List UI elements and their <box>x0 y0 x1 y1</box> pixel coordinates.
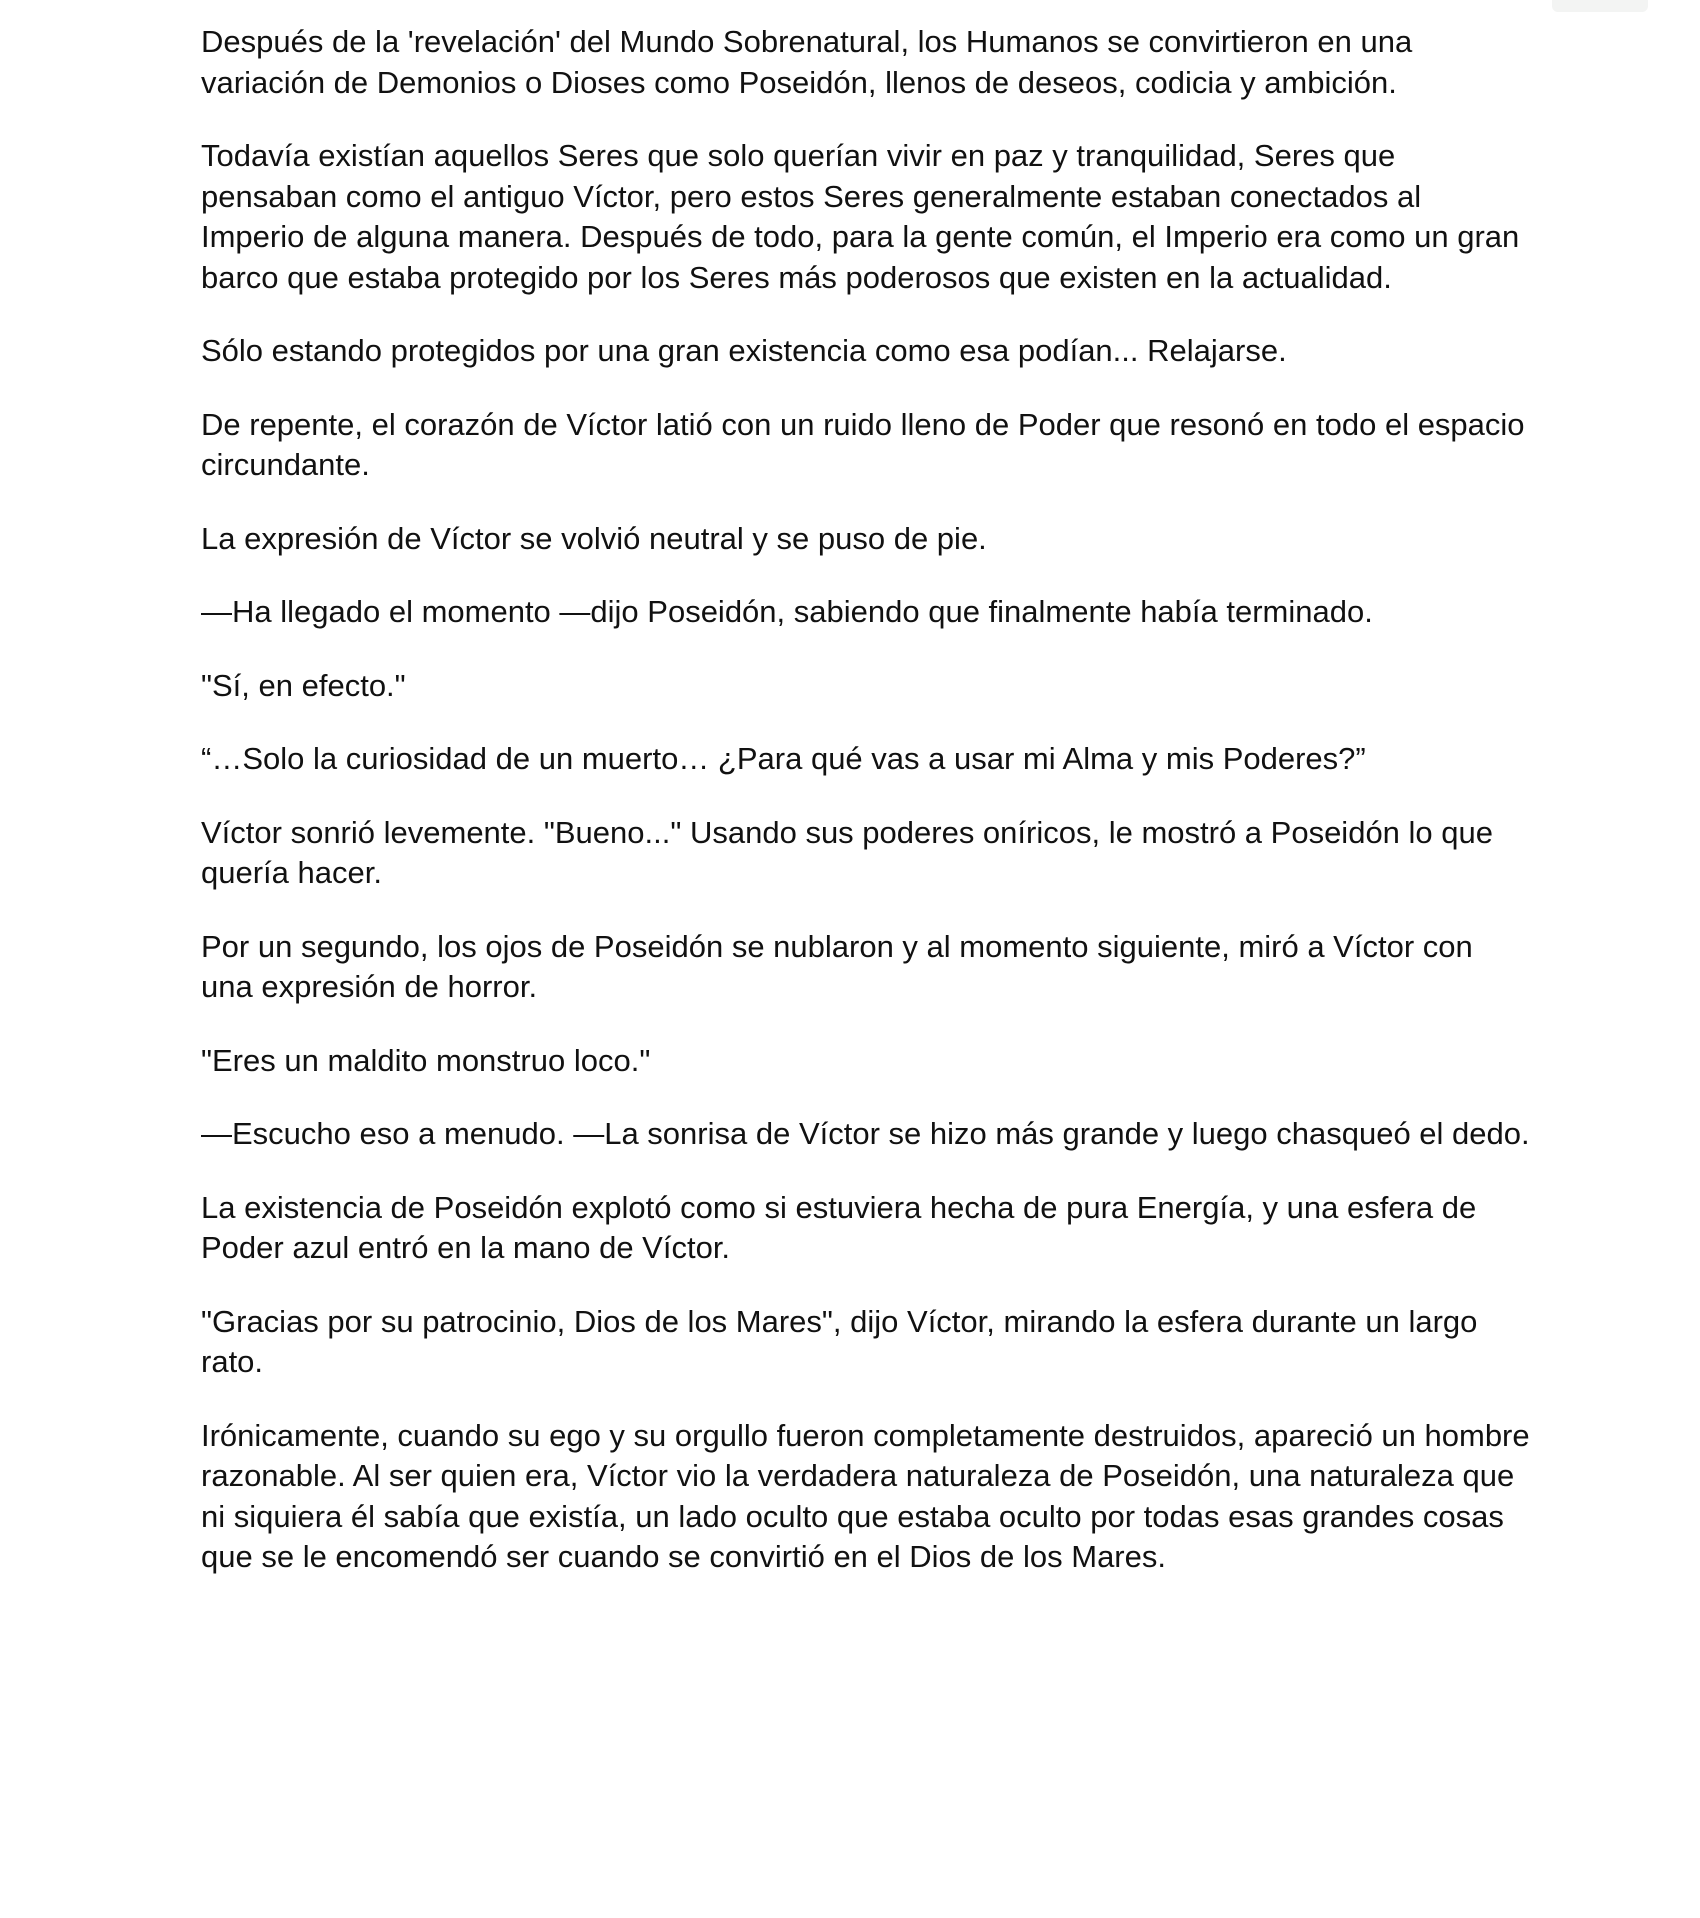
paragraph: Víctor sonrió levemente. "Bueno..." Usando sus poderes oníricos, le mostró a Poseidón lo que quería hacer. <box>201 814 1493 890</box>
paragraph: —Escucho eso a menudo. —La sonrisa de Víctor se hizo más grande y luego chasqueó el dedo. <box>201 1116 1530 1151</box>
paragraph: Sólo estando protegidos por una gran existencia como esa podían... Relajarse. <box>201 333 1287 368</box>
paragraph: "Gracias por su patrocinio, Dios de los Mares", dijo Víctor, mirando la esfera durante un largo rato. <box>201 1303 1478 1379</box>
paragraph: "Eres un maldito monstruo loco." <box>201 1042 651 1078</box>
paragraph: —Ha llegado el momento —dijo Poseidón, sabiendo que finalmente había terminado. <box>201 594 1373 629</box>
document-body <box>201 22 1531 1611</box>
paragraph: La existencia de Poseidón explotó como si estuviera hecha de pura Energía, y una esfera de Poder azul entró en la mano de Víctor. <box>201 1189 1477 1265</box>
paragraph: “…Solo la curiosidad de un muerto… ¿Para qué vas a usar mi Alma y mis Poderes?” <box>201 741 1366 776</box>
paragraph: Después de la 'revelación' del Mundo Sobrenatural, los Humanos se convirtieron en una variación de Demonios o Dioses como Poseidón, llenos de deseos, codicia y ambición. <box>201 24 1413 100</box>
paragraph: "Sí, en efecto." <box>201 667 406 703</box>
paragraph: Todavía existían aquellos Seres que solo querían vivir en paz y tranquilidad, Seres que pensaban como el antiguo Víctor, pero estos Seres generalmente estaban conectados al Imperio de alguna manera. Después de todo, para la gente común, el Imperio era como un gran barco que estaba protegido por los Seres más poderosos que existen en la actualidad. <box>201 138 1520 295</box>
paragraph: De repente, el corazón de Víctor latió con un ruido lleno de Poder que resonó en todo el espacio circundante. <box>201 406 1525 482</box>
paragraph: La expresión de Víctor se volvió neutral y se puso de pie. <box>201 520 987 556</box>
paragraph: Irónicamente, cuando su ego y su orgullo fueron completamente destruidos, apareció un hombre razonable. Al ser quien era, Víctor vio la verdadera naturaleza de Poseidón, una naturaleza que ni siquiera él sabía que existía, un lado oculto que estaba oculto por todas esas grandes cosas que se le encomendó ser cuando se convirtió en el Dios de los Mares. <box>201 1417 1530 1574</box>
paragraph: Por un segundo, los ojos de Poseidón se nublaron y al momento siguiente, miró a Víctor con una expresión de horror. <box>201 928 1473 1004</box>
page-corner-mark <box>1552 0 1648 12</box>
